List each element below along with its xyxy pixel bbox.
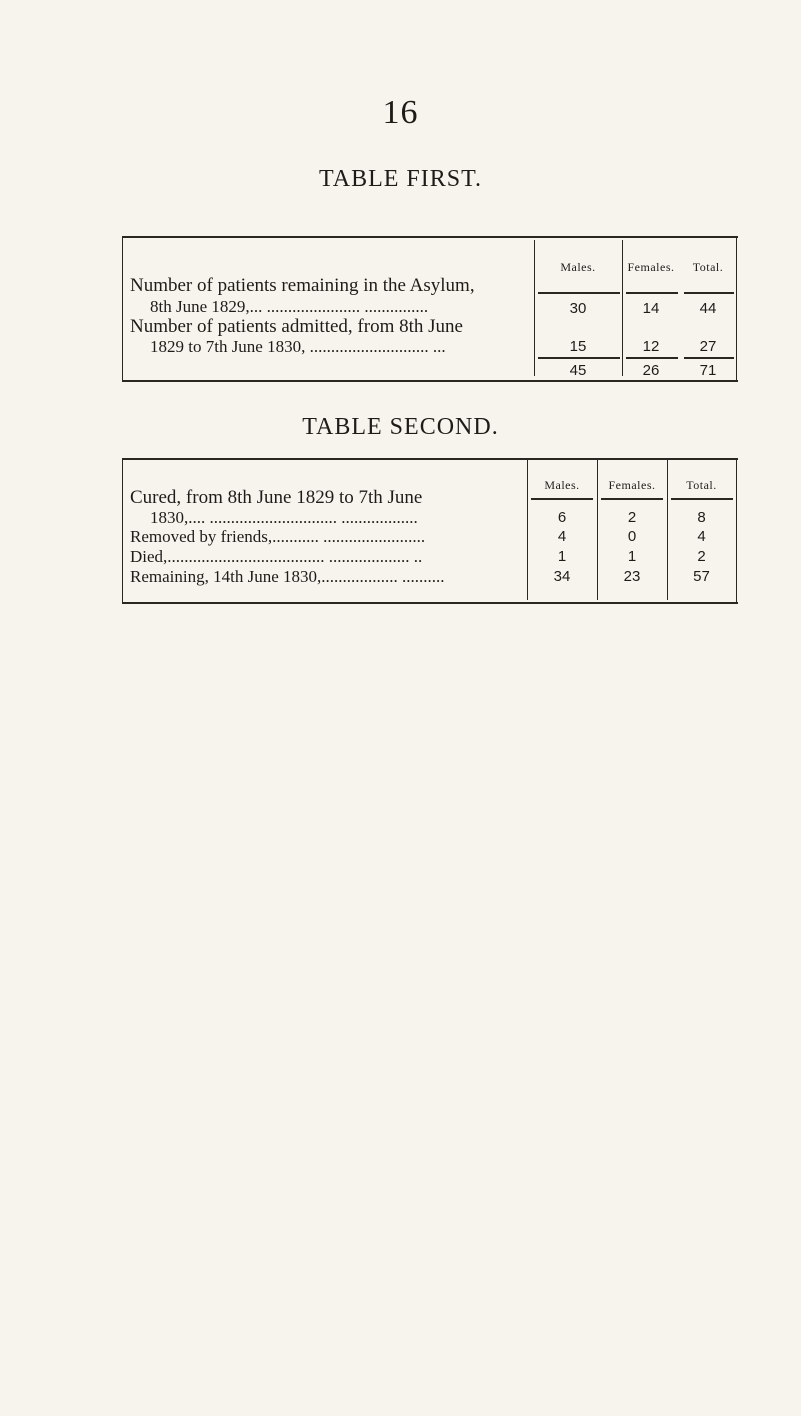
table-second-cell: 4 [557,528,567,545]
table-first-cell: 15 [569,338,587,355]
table-first-sum-rule [538,357,620,359]
table-first-total-cell: 26 [642,362,660,379]
table-second-title: TABLE SECOND. [302,414,499,440]
table-first-sum-rule [684,357,734,359]
table-second-bottom-rule [122,602,738,604]
table-second-cell: 1 [627,548,637,565]
page-number: 16 [382,94,419,131]
table-second-cell: 2 [697,548,706,565]
table-second-cell: 57 [693,568,710,585]
table-first-cell: 12 [642,338,660,355]
table-first-cell: 44 [699,300,717,317]
table-second-col-total: Total. [686,478,717,492]
table-second-cell: 0 [627,528,637,545]
table-first-col-total: Total. [692,260,724,274]
table-first-header-rule [626,292,678,294]
table-second-row-label: Died,..................................... ................... .. [130,547,423,566]
table-second-col-males: Males. [544,478,580,492]
table-second-cell: 8 [697,509,706,526]
table-second-cell: 2 [627,509,637,526]
table-first-cell: 14 [642,300,660,317]
table-second-header-rule [601,498,663,500]
table-second-cell: 4 [697,528,706,545]
table-first-cell: 30 [569,300,587,317]
table-second-cell: 34 [553,568,571,585]
table-first-col-males: Males. [560,260,596,274]
table-first-row-label: Number of patients remaining in the Asylum, [130,275,475,296]
table-second-row-label: 1830,.... .............................. .................. [150,508,418,527]
table-second-left-rule [122,458,123,603]
table-first-top-rule [122,236,738,238]
table-first-bottom-rule [122,380,738,382]
table-first-total-cell: 71 [699,362,717,379]
table-first-header-rule [684,292,734,294]
table-second-header-rule [671,498,733,500]
table-first-col-females: Females. [627,260,675,274]
table-second-col-females: Females. [608,478,656,492]
table-first-row-label: Number of patients admitted, from 8th June [130,316,463,337]
table-first-right-rule [736,236,737,381]
table-first-row-label: 8th June 1829,... ...................... ............... [150,297,429,316]
table-first-sum-rule [626,357,678,359]
table-second-cell: 6 [557,509,567,526]
table-second-top-rule [122,458,738,460]
table-second-row-label: Remaining, 14th June 1830,.................. .......... [130,567,445,586]
table-first-cell: 27 [699,338,717,355]
table-second-row-label: Removed by friends,........... ........................ [130,527,426,546]
table-first-title: TABLE FIRST. [319,166,482,192]
table-second-cell: 23 [623,568,641,585]
table-first-left-rule [122,236,123,381]
table-first-total-cell: 45 [569,362,587,379]
table-second-row-label: Cured, from 8th June 1829 to 7th June [130,487,423,508]
table-first-row-label: 1829 to 7th June 1830, ............................ ... [150,337,446,356]
table-second-header-rule [531,498,593,500]
table-first-header-rule [538,292,620,294]
table-second-right-rule [736,458,737,603]
table-second-cell: 1 [557,548,567,565]
